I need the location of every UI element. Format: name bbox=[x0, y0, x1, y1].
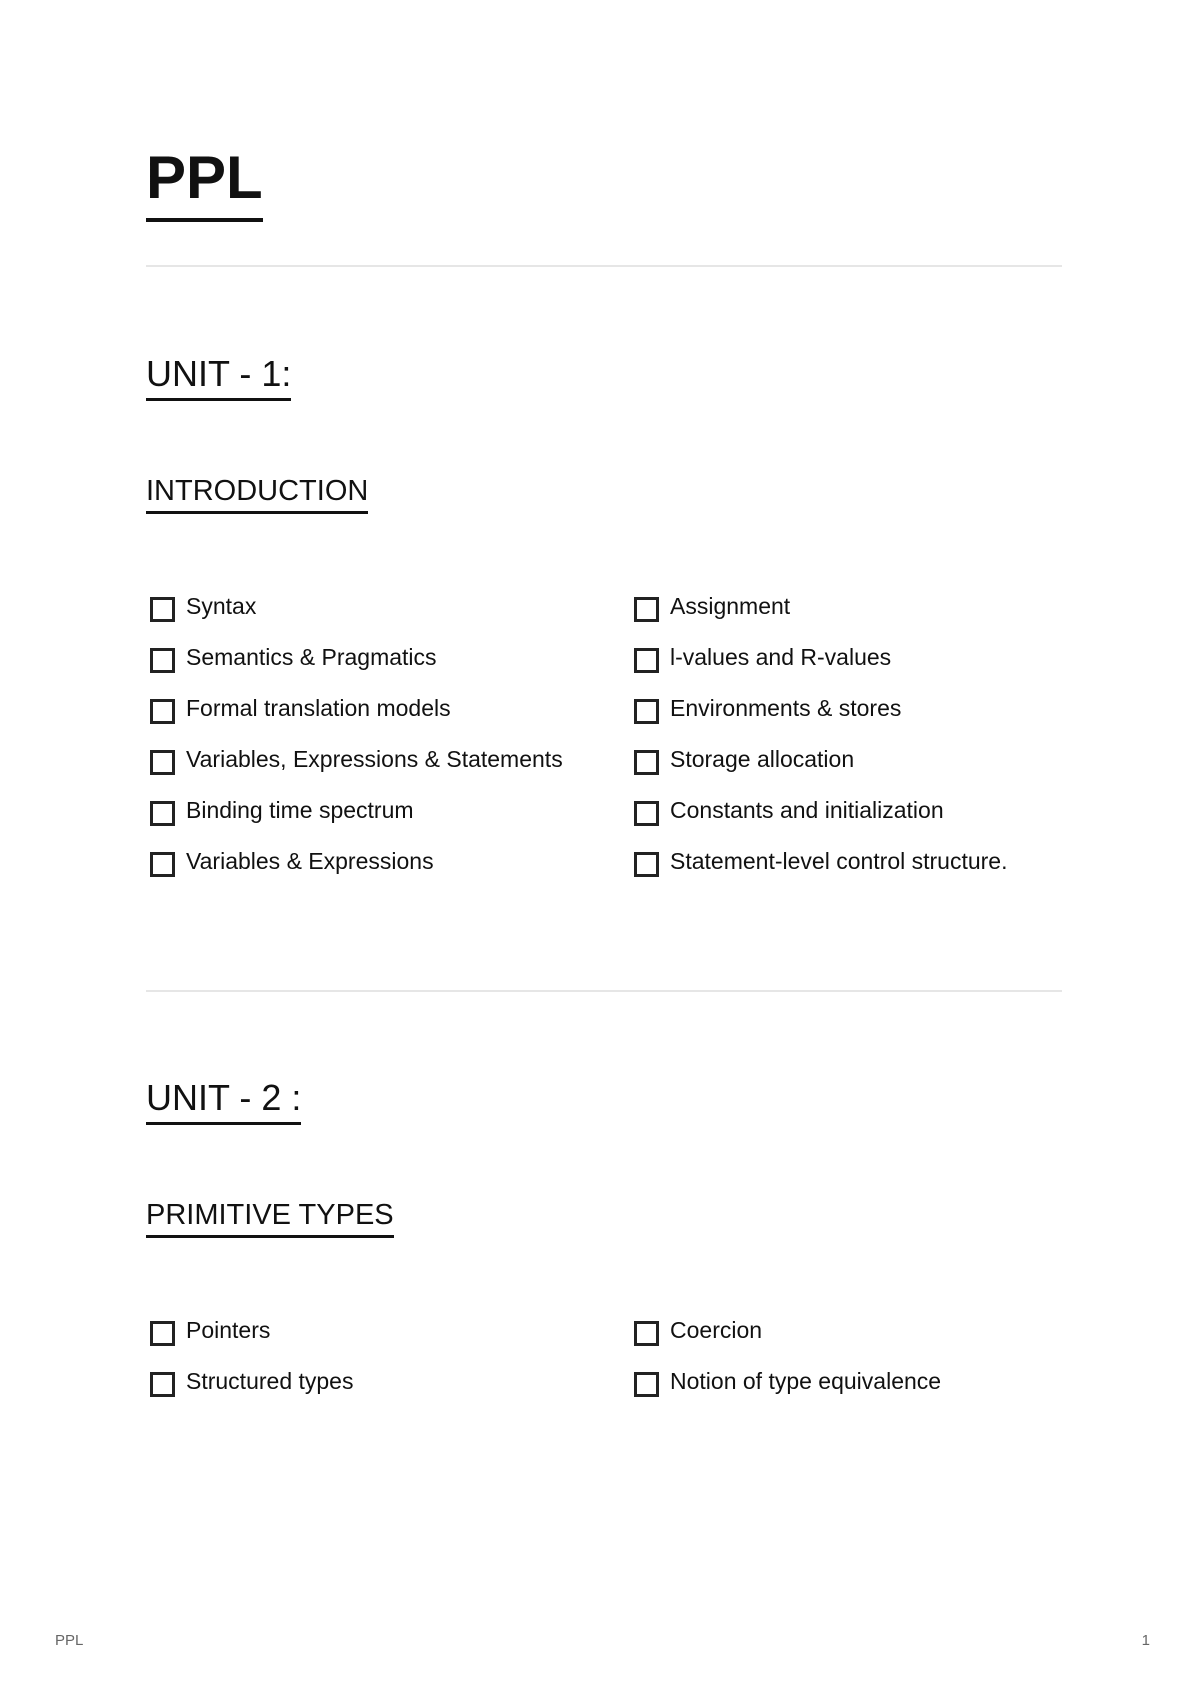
checkbox[interactable] bbox=[634, 750, 659, 775]
todo-item-label: Variables, Expressions & Statements bbox=[186, 746, 563, 772]
todo-item bbox=[146, 1363, 596, 1399]
checkbox[interactable] bbox=[150, 597, 175, 622]
todo-item bbox=[630, 690, 1080, 726]
todo-item bbox=[146, 588, 596, 624]
todo-item bbox=[146, 741, 596, 777]
unit-2-heading: UNIT - 2 : bbox=[146, 1080, 301, 1125]
todo-item bbox=[146, 792, 596, 828]
todo-item bbox=[630, 639, 1080, 675]
todo-item bbox=[630, 792, 1080, 828]
todo-item bbox=[146, 1312, 596, 1348]
checkbox[interactable] bbox=[150, 699, 175, 724]
todo-item-label: Environments & stores bbox=[670, 695, 902, 721]
todo-item-label: Structured types bbox=[186, 1368, 354, 1394]
todo-item-label: Notion of type equivalence bbox=[670, 1368, 942, 1394]
unit-1-left-column bbox=[146, 588, 596, 894]
checkbox[interactable] bbox=[150, 852, 175, 877]
todo-item bbox=[630, 1312, 1080, 1348]
todo-item-label: Constants and initialization bbox=[670, 797, 944, 823]
unit-1-heading: UNIT - 1: bbox=[146, 356, 291, 401]
todo-item-label: Syntax bbox=[186, 593, 257, 619]
footer-title: PPL bbox=[55, 1632, 84, 1649]
todo-item-label: Formal translation models bbox=[186, 695, 451, 721]
checkbox[interactable] bbox=[150, 1321, 175, 1346]
checkbox[interactable] bbox=[634, 801, 659, 826]
unit-1-section-heading: INTRODUCTION bbox=[146, 477, 368, 514]
unit-1-right-column bbox=[630, 588, 1080, 894]
checkbox[interactable] bbox=[634, 597, 659, 622]
todo-item bbox=[630, 1363, 1080, 1399]
todo-item-label: Storage allocation bbox=[670, 746, 855, 772]
todo-item bbox=[146, 690, 596, 726]
checkbox[interactable] bbox=[150, 750, 175, 775]
checkbox[interactable] bbox=[634, 852, 659, 877]
checkbox[interactable] bbox=[634, 1321, 659, 1346]
todo-item-label: Variables & Expressions bbox=[186, 848, 434, 874]
todo-item-label: Statement-level control structure. bbox=[670, 848, 1008, 874]
todo-item-label: Assignment bbox=[670, 593, 791, 619]
unit-2-section-heading: PRIMITIVE TYPES bbox=[146, 1201, 394, 1238]
checkbox[interactable] bbox=[150, 648, 175, 673]
divider bbox=[146, 265, 1062, 267]
todo-item bbox=[630, 843, 1080, 879]
checkbox[interactable] bbox=[150, 1372, 175, 1397]
todo-item bbox=[146, 843, 596, 879]
todo-item-label: l-values and R-values bbox=[670, 644, 892, 670]
page-number: 1 bbox=[1141, 1632, 1150, 1649]
todo-item-label: Coercion bbox=[670, 1317, 763, 1343]
todo-item bbox=[630, 741, 1080, 777]
todo-item-label: Binding time spectrum bbox=[186, 797, 414, 823]
checkbox[interactable] bbox=[634, 699, 659, 724]
checkbox[interactable] bbox=[150, 801, 175, 826]
checkbox[interactable] bbox=[634, 648, 659, 673]
todo-item bbox=[146, 639, 596, 675]
checkbox[interactable] bbox=[634, 1372, 659, 1397]
todo-item-label: Pointers bbox=[186, 1317, 271, 1343]
unit-2-left-column bbox=[146, 1312, 596, 1414]
unit-2-right-column bbox=[630, 1312, 1080, 1414]
divider bbox=[146, 990, 1062, 992]
todo-item bbox=[630, 588, 1080, 624]
page-title: PPL bbox=[146, 148, 263, 222]
todo-item-label: Semantics & Pragmatics bbox=[186, 644, 437, 670]
